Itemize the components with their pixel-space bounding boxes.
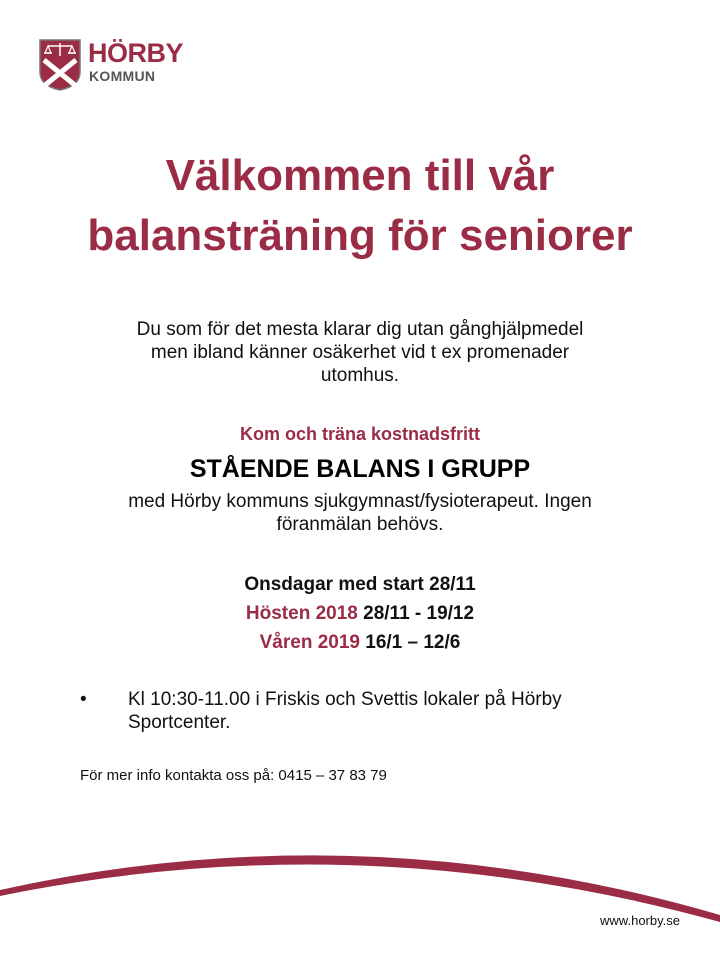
intro-line-2: men ibland känner osäkerhet vid t ex promenader	[150, 342, 570, 363]
description	[40, 490, 680, 536]
website-link[interactable]: www.horby.se	[600, 913, 680, 928]
bullet-line-1: Kl 10:30-11.00 i Friskis och Svettis lokaler på Hörby	[128, 689, 562, 710]
horby-logo	[38, 38, 184, 94]
spring-dates: 16/1 – 12/6	[365, 632, 461, 653]
schedule-start: Onsdagar med start 28/11	[244, 574, 476, 595]
bullet-marker: •	[80, 689, 87, 710]
intro-line-1: Du som för det mesta klarar dig utan gånghjälpmedel	[136, 319, 584, 340]
decorative-swoosh	[0, 830, 720, 960]
intro-text	[60, 318, 660, 387]
schedule-autumn	[0, 599, 720, 628]
schedule	[0, 570, 720, 657]
scales-shield-icon	[38, 38, 82, 92]
logo-name: HÖRBY	[88, 38, 184, 68]
contact-info: För mer info kontakta oss på: 0415 – 37 83 79	[80, 767, 387, 784]
headline: STÅENDE BALANS I GRUPP	[189, 455, 531, 483]
autumn-dates: 28/11 - 19/12	[363, 603, 475, 624]
logo-subtitle: KOMMUN	[89, 68, 156, 84]
call-to-action: Kom och träna kostnadsfritt	[239, 424, 481, 444]
bullet-text	[128, 688, 648, 734]
bullet-line-2: Sportcenter.	[128, 712, 231, 733]
intro-line-3: utomhus.	[320, 365, 400, 386]
description-line-2: föranmälan behövs.	[276, 514, 444, 535]
title-line-1: Välkommen till vår	[165, 151, 555, 200]
spring-label: Våren 2019	[259, 632, 360, 653]
description-line-1: med Hörby kommuns sjukgymnast/fysioterapeut. Ingen	[128, 491, 592, 512]
autumn-label: Hösten 2018	[245, 603, 358, 624]
schedule-spring	[0, 628, 720, 657]
title-line-2: balansträning för seniorer	[87, 211, 633, 260]
page-title	[0, 146, 720, 266]
